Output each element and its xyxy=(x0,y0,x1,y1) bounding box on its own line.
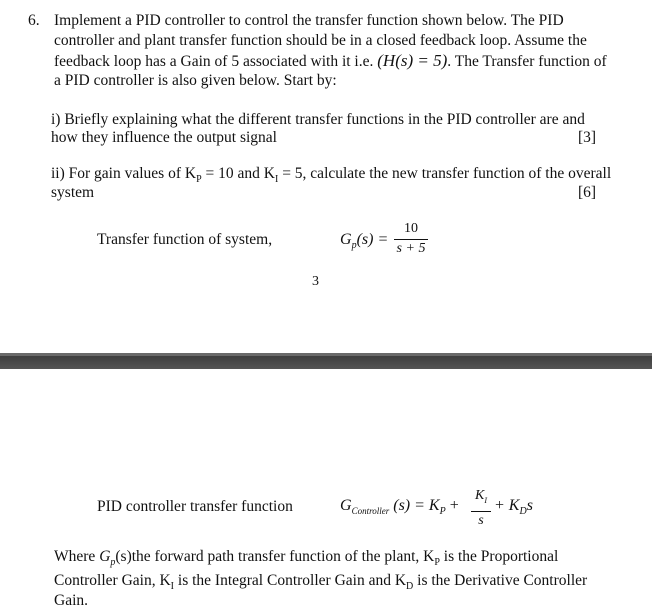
where-2a: Controller Gain, K xyxy=(54,572,171,589)
where-end: is the Proportional xyxy=(439,548,559,565)
system-tf-lhs xyxy=(340,231,388,251)
where-2c: is the Derivative Controller xyxy=(413,572,588,589)
gp-subscript: p xyxy=(351,240,357,251)
question-number: 6. xyxy=(28,12,40,29)
part-ii-marks: [6] xyxy=(578,184,597,201)
kp-subscript: P xyxy=(196,174,202,185)
part-i-line-1: i) Briefly explaining what the different transfer functions in the PID controller are and xyxy=(51,111,585,128)
feedback-equation: (H(s) = 5) xyxy=(377,51,448,70)
where-line-3: Gain. xyxy=(54,592,89,609)
page-number: 3 xyxy=(312,274,319,289)
where-g: G xyxy=(99,548,111,565)
where-g-subscript: p xyxy=(110,557,116,568)
pid-tf-tail xyxy=(494,497,533,517)
gc-symbol: G xyxy=(340,497,352,514)
intro-line-3 xyxy=(54,51,607,71)
system-tf-denominator: s + 5 xyxy=(396,241,426,256)
part-ii-text-c: = 5, calculate the new transfer function of the overall xyxy=(278,165,612,182)
part-i-line-2: how they influence the output signal xyxy=(51,129,277,146)
pid-fraction-bar xyxy=(471,511,491,512)
pid-fraction xyxy=(471,488,491,529)
where-line-1 xyxy=(54,547,558,572)
page-break-divider xyxy=(0,353,652,369)
system-tf-fraction xyxy=(394,221,428,257)
gc-subscript: Controller xyxy=(351,506,390,516)
intro-line-3-tail: . The Transfer function of xyxy=(447,53,607,70)
system-tf-numerator: 10 xyxy=(404,221,418,236)
part-ii-text-a: ii) For gain values of K xyxy=(51,165,197,182)
part-ii-text-b: = 10 and K xyxy=(201,165,275,182)
where-2b: is the Integral Controller Gain and K xyxy=(174,572,407,589)
intro-line-3-text: feedback loop has a Gain of 5 associated with it i.e. xyxy=(54,53,374,70)
part-ii-line-2: system xyxy=(51,184,95,201)
where-line-2 xyxy=(54,571,587,596)
where-pre: Where xyxy=(54,548,96,565)
part-ii-line-1 xyxy=(51,164,611,189)
where-ki-subscript: I xyxy=(170,581,175,592)
pid-plus-1: + xyxy=(449,497,459,514)
pid-kd-subscript: D xyxy=(519,506,527,517)
where-text: (s)the forward path transfer function of the plant, K xyxy=(115,548,435,565)
intro-line-1: Implement a PID controller to control the transfer function shown below. The PID xyxy=(54,12,564,29)
pid-tf-label: PID controller transfer function xyxy=(97,498,293,515)
gp-symbol: G xyxy=(340,231,352,248)
fraction-bar xyxy=(394,239,428,240)
ki-subscript: I xyxy=(274,174,279,185)
pid-tf-equation xyxy=(340,497,459,517)
intro-line-2: controller and plant transfer function should be in a closed feedback loop. Assume the xyxy=(54,32,587,49)
pid-s: s xyxy=(526,497,533,514)
pid-plus-2: + K xyxy=(494,497,520,514)
where-kp-subscript: P xyxy=(434,557,440,568)
pid-den: s xyxy=(478,513,484,528)
system-tf-label: Transfer function of system, xyxy=(97,231,273,248)
gp-argument: (s) = xyxy=(356,231,389,248)
part-i-marks: [3] xyxy=(578,129,597,146)
pid-num: K xyxy=(474,488,485,503)
where-kd-subscript: D xyxy=(406,581,414,592)
pid-kp-subscript: P xyxy=(439,506,446,517)
intro-line-4: a PID controller is also given below. Start by: xyxy=(54,72,337,89)
pid-num-subscript: I xyxy=(484,496,487,505)
pid-mid: (s) = K xyxy=(393,497,440,514)
